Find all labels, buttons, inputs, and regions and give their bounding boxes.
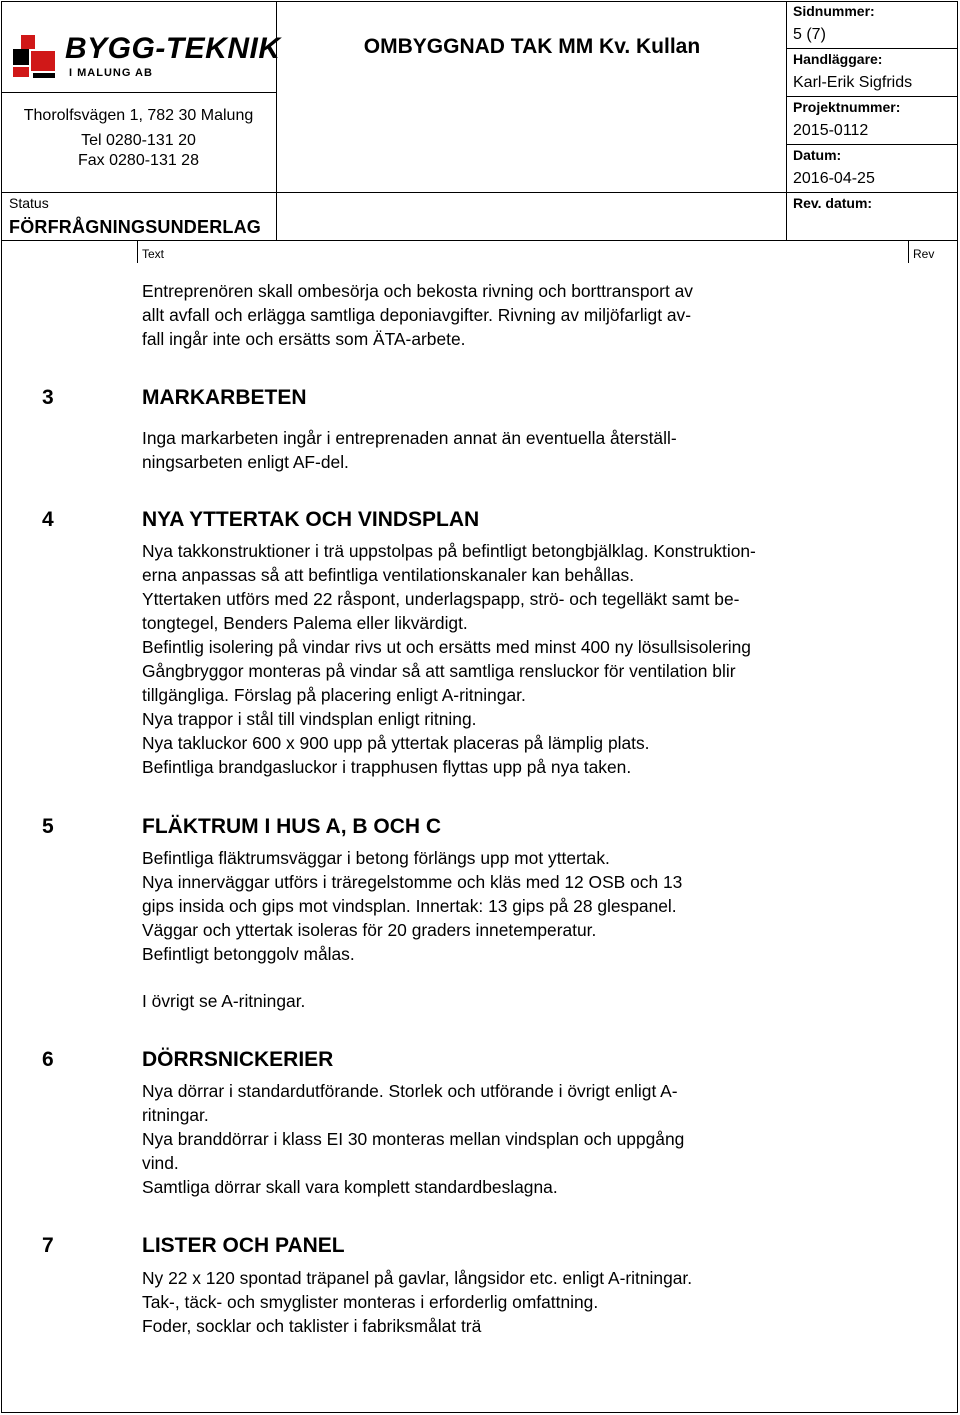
paragraph-line: Nya branddörrar i klass EI 30 monteras mellan vindsplan och uppgång bbox=[142, 1129, 685, 1149]
header-divider bbox=[1, 92, 276, 93]
header-divider bbox=[786, 144, 958, 145]
company-phone: Tel 0280-131 20 bbox=[81, 132, 196, 149]
paragraph-line: Nya takluckor 600 x 900 upp på yttertak placeras på lämplig plats. bbox=[142, 733, 650, 753]
paragraph-line: Väggar och yttertak isoleras för 20 graders innetemperatur. bbox=[142, 920, 597, 940]
section-number: 5 bbox=[42, 815, 54, 838]
paragraph-line: erna anpassas så att befintliga ventilationskanaler kan behållas. bbox=[142, 565, 635, 585]
company-name: BYGG-TEKNIK bbox=[65, 32, 281, 65]
section-body bbox=[142, 1079, 882, 1199]
project-number-value: 2015-0112 bbox=[793, 122, 869, 139]
text-column-marker bbox=[137, 241, 138, 263]
company-logo bbox=[13, 32, 281, 83]
header-divider bbox=[1, 192, 786, 193]
section-body bbox=[142, 846, 882, 966]
header-divider bbox=[786, 192, 958, 193]
paragraph-line: Befintlig isolering på vindar rivs ut och ersätts med minst 400 ny lösullsisolering bbox=[142, 637, 751, 657]
paragraph-line: Nya trappor i stål till vindsplan enligt ritning. bbox=[142, 709, 477, 729]
handler-label: Handläggare: bbox=[793, 51, 883, 67]
paragraph-line: Befintliga fläktrumsväggar i betong förlängs upp mot yttertak. bbox=[142, 848, 610, 868]
paragraph-line: tongtegel, Benders Palema eller likvärdigt. bbox=[142, 613, 468, 633]
paragraph-line: Entreprenören skall ombesörja och bekosta rivning och borttransport av bbox=[142, 281, 693, 301]
section-number: 4 bbox=[42, 508, 54, 531]
paragraph-line: Yttertaken utförs med 22 råspont, underlagspapp, strö- och tegelläkt samt be- bbox=[142, 589, 740, 609]
paragraph-line: Samtliga dörrar skall vara komplett standardbeslagna. bbox=[142, 1177, 558, 1197]
section-body bbox=[142, 1266, 882, 1338]
paragraph-line: Gångbryggor monteras på vindar så att samtliga rensluckor för ventilation blir bbox=[142, 661, 736, 681]
paragraph-line: vind. bbox=[142, 1153, 179, 1173]
page-number-label: Sidnummer: bbox=[793, 3, 875, 19]
section-title: LISTER OCH PANEL bbox=[142, 1234, 345, 1257]
logo-mark-icon bbox=[13, 35, 63, 79]
rev-column-marker bbox=[908, 241, 909, 263]
project-title: OMBYGGNAD TAK MM Kv. Kullan bbox=[363, 35, 701, 58]
header-divider bbox=[786, 48, 958, 49]
company-address: Thorolfsvägen 1, 782 30 Malung bbox=[23, 107, 254, 124]
section-title: FLÄKTRUM I HUS A, B OCH C bbox=[142, 815, 442, 838]
rev-date-label: Rev. datum: bbox=[793, 195, 873, 211]
rev-column-label: Rev bbox=[913, 247, 935, 261]
header-divider bbox=[786, 1, 787, 241]
company-fax: Fax 0280-131 28 bbox=[78, 152, 199, 169]
status-label: Status bbox=[9, 195, 49, 211]
page-number-value: 5 (7) bbox=[793, 26, 826, 43]
status-value: FÖRFRÅGNINGSUNDERLAG bbox=[9, 217, 261, 237]
paragraph-line: tillgängliga. Förslag på placering enligt A-ritningar. bbox=[142, 685, 526, 705]
paragraph-line: Nya dörrar i standardutförande. Storlek och utförande i övrigt enligt A- bbox=[142, 1081, 678, 1101]
paragraph-line: Ny 22 x 120 spontad träpanel på gavlar, långsidor etc. enligt A-ritningar. bbox=[142, 1268, 693, 1288]
document-header bbox=[1, 1, 958, 241]
date-label: Datum: bbox=[793, 147, 842, 163]
section-body bbox=[142, 426, 882, 474]
section-title: MARKARBETEN bbox=[142, 386, 307, 409]
section-body bbox=[142, 539, 882, 779]
header-divider bbox=[786, 96, 958, 97]
paragraph-line: ningsarbeten enligt AF-del. bbox=[142, 452, 349, 472]
section-title: DÖRRSNICKERIER bbox=[142, 1048, 334, 1071]
project-number-label: Projektnummer: bbox=[793, 99, 901, 115]
section-note: I övrigt se A-ritningar. bbox=[142, 991, 306, 1011]
date-value: 2016-04-25 bbox=[793, 170, 875, 187]
header-divider bbox=[1, 240, 958, 241]
intro-paragraph bbox=[142, 279, 882, 351]
section-number: 6 bbox=[42, 1048, 54, 1071]
paragraph-line: Nya innerväggar utförs i träregelstomme och kläs med 12 OSB och 13 bbox=[142, 872, 683, 892]
handler-value: Karl-Erik Sigfrids bbox=[793, 74, 913, 91]
section-title: NYA YTTERTAK OCH VINDSPLAN bbox=[142, 508, 480, 531]
paragraph-line: ritningar. bbox=[142, 1105, 209, 1125]
paragraph-line: Inga markarbeten ingår i entreprenaden annat än eventuella återställ- bbox=[142, 428, 677, 448]
section-number: 7 bbox=[42, 1234, 54, 1257]
company-subname: I MALUNG AB bbox=[69, 67, 153, 79]
paragraph-line: Befintliga brandgasluckor i trapphusen flyttas upp på nya taken. bbox=[142, 757, 632, 777]
paragraph-line: Tak-, täck- och smyglister monteras i erforderlig omfattning. bbox=[142, 1292, 599, 1312]
section-number: 3 bbox=[42, 386, 54, 409]
paragraph-line: gips insida och gips mot vindsplan. Innertak: 13 gips på 28 glespanel. bbox=[142, 896, 677, 916]
paragraph-line: allt avfall och erlägga samtliga deponiavgifter. Rivning av miljöfarligt av- bbox=[142, 305, 692, 325]
paragraph-line: Nya takkonstruktioner i trä uppstolpas på befintligt betongbjälklag. Konstruktion- bbox=[142, 541, 756, 561]
text-column-label: Text bbox=[142, 247, 165, 261]
paragraph-line: Foder, socklar och taklister i fabriksmålat trä bbox=[142, 1316, 482, 1336]
paragraph-line: Befintligt betonggolv målas. bbox=[142, 944, 355, 964]
paragraph-line: fall ingår inte och ersätts som ÄTA-arbete. bbox=[142, 329, 466, 349]
